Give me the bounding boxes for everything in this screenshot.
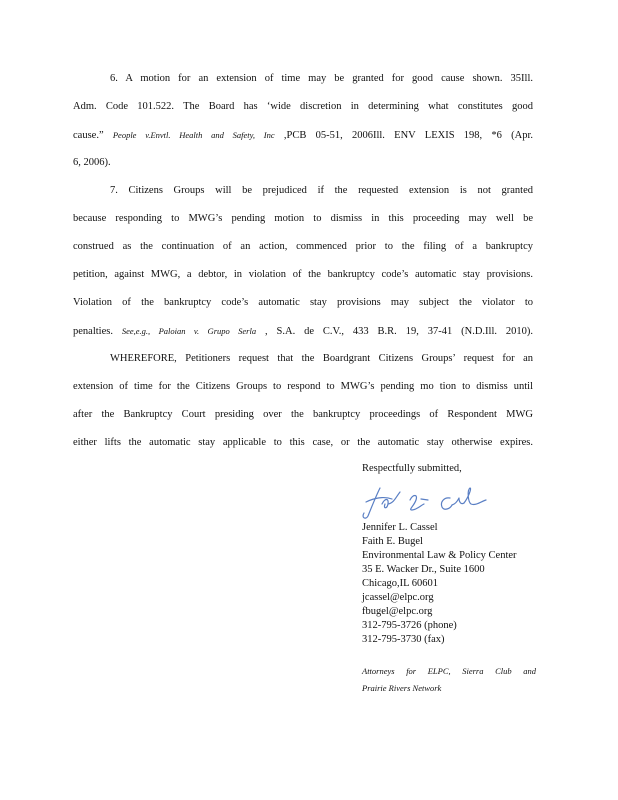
phone-number: 312-795-3726 (phone) [362, 620, 457, 631]
para7-line-3: construed as the continuation of an action, commenced prior to the filing of a bankruptcy [73, 241, 533, 252]
attorneys-for-line-2: Prairie Rivers Network [362, 683, 442, 693]
wherefore-line-4: either lifts the automatic stay applicable to this case, or the automatic stay otherwise expires. [73, 437, 533, 448]
para7-line-6-text-a: penalties. [73, 326, 113, 337]
para7-line-6-text-b: , S.A. de C.V., 433 B.R. 19, 37-41 (N.D.Ill. 2010). [265, 326, 534, 337]
para7-line-2: because responding to MWG’s pending motion to dismiss in this proceeding may well be [73, 213, 533, 224]
city-state-zip: Chicago,IL 60601 [362, 578, 439, 589]
para7-line-1: 7. Citizens Groups will be prejudiced if the requested extension is not granted [110, 185, 533, 196]
wherefore-line-2: extension of time for the Citizens Groups to respond to MWG’s pending mo tion to dismiss until [73, 381, 533, 392]
street-address: 35 E. Wacker Dr., Suite 1600 [362, 564, 485, 575]
attorneys-for-line-1: Attorneys for ELPC, Sierra Club and [362, 666, 536, 676]
para6-line-2: Adm. Code 101.522. The Board has ‘wide discretion in determining what constitutes good [73, 101, 533, 112]
closing-respectfully-submitted: Respectfully submitted, [362, 463, 462, 474]
wherefore-line-1: WHEREFORE, Petitioners request that the Boardgrant Citizens Groups’ request for an [110, 353, 533, 364]
fax-number: 312-795-3730 (fax) [362, 634, 445, 645]
wherefore-line-3: after the Bankruptcy Court presiding over the bankruptcy proceedings of Respondent MWG [73, 409, 533, 420]
para6-line-4: 6, 2006). [73, 157, 111, 168]
para6-line-3-text-b: ,PCB 05-51, 2006Ill. ENV LEXIS 198, *6 (Apr. [283, 130, 534, 141]
para7-line-6 [73, 324, 533, 339]
para7-line-5: Violation of the bankruptcy code’s automatic stay provisions may subject the violator to [73, 297, 533, 308]
organization-name: Environmental Law & Policy Center [362, 550, 517, 561]
para7-case-citation: See,e.g., Paloian v. Grupo Serla [121, 326, 257, 336]
handwritten-signature [358, 482, 498, 522]
para6-case-citation: People v.Envtl. Health and Safety, Inc [112, 130, 275, 140]
email-2: fbugel@elpc.org [362, 606, 433, 617]
para6-line-1: 6. A motion for an extension of time may be granted for good cause shown. 35Ill. [110, 73, 533, 84]
para6-line-3 [73, 128, 533, 143]
para7-line-4: petition, against MWG, a debtor, in violation of the bankruptcy code’s automatic stay provisions. [73, 269, 533, 280]
signer-name-1: Jennifer L. Cassel [362, 522, 438, 533]
para6-line-3-text-a: cause.” [73, 130, 104, 141]
signer-name-2: Faith E. Bugel [362, 536, 423, 547]
email-1: jcassel@elpc.org [362, 592, 434, 603]
